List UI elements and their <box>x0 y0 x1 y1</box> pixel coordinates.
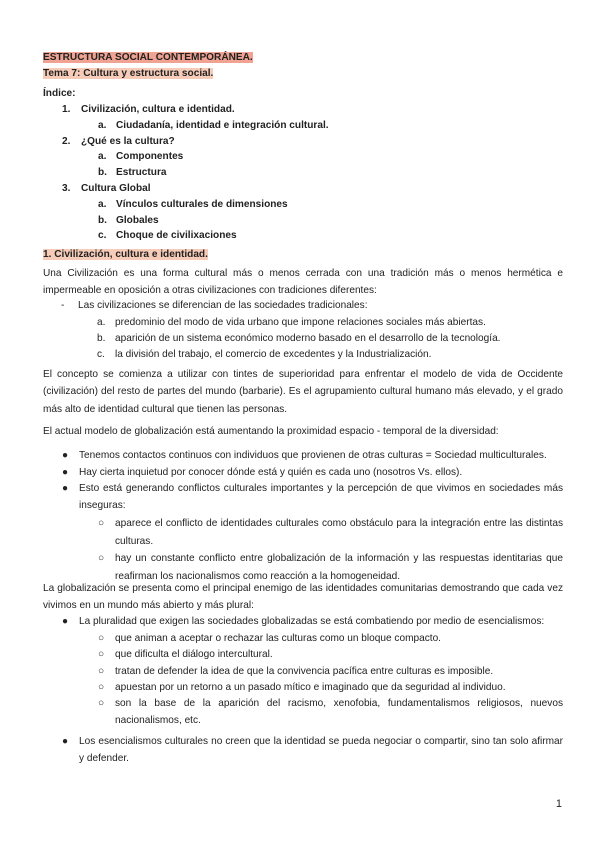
paragraph-concept: El concepto se comienza a utilizar con tintes de superioridad para enfrentar el modelo de vida de Occidente (civilización) del resto de partes del mundo (barbarie). Es el agrupamiento cultural humano más elevado, y el grado más alto de identidad cultural que tienen las personas. <box>43 369 563 415</box>
sub-bullet-item: ○ hay un constante conflicto entre globalización de la información y las respuestas identitarias que reafirman los nacionalismos como reacción a la homogeneidad. <box>62 550 563 585</box>
document-title: ESTRUCTURA SOCIAL CONTEMPORÁNEA. <box>43 52 253 63</box>
sub-bullet-item: ○ aparece el conflicto de identidades culturales como obstáculo para la integración entre las distintas culturas. <box>62 515 563 550</box>
bullet-item: ● Tenemos contactos continuos con individuos que provienen de otras culturas = Sociedad multiculturales. <box>62 450 547 461</box>
dash-marker: - <box>61 300 65 311</box>
paragraph-globalization-model: El actual modelo de globalización está aumentando la proximidad espacio - temporal de la diversidad: <box>43 426 499 437</box>
bullet-marker: ● <box>62 735 69 747</box>
index-subitem-3c: c. Choque de civilixaciones <box>98 230 237 241</box>
dash-subitem-c: c. la división del trabajo, el comercio de excedentes y la Industrialización. <box>97 349 432 360</box>
index-item-1: 1. Civilización, cultura e identidad. <box>62 104 235 115</box>
bullet-marker: ● <box>62 450 69 461</box>
page-number: 1 <box>555 798 562 810</box>
bullet-marker: ● <box>62 616 69 627</box>
bullet-item: ● Los esencialismos culturales no creen que la identidad se pueda negociar o compartir, sino tan solo afirmar y defender. <box>62 733 563 768</box>
bullet-list-1 <box>62 448 563 585</box>
bullet-item: ● Hay cierta inquietud por conocer dónde está y quién es cada uno (nosotros Vs. ellos). <box>62 466 463 478</box>
document-subtitle: Tema 7: Cultura y estructura social. <box>43 68 214 79</box>
bullet-list-2 <box>62 614 563 768</box>
index-subitem-3b: b. Globales <box>98 215 159 226</box>
sub-bullet-item: ○ son la base de la aparición del racismo, xenofobia, fundamentalismos religiosos, nuevos nacionalismos, etc. <box>62 695 563 730</box>
bullet-marker: ● <box>62 482 69 494</box>
sub-bullet-item: ○ tratan de defender la idea de que la convivencia pacífica entre culturas es imposible. <box>98 665 494 677</box>
sub-bullet-marker: ○ <box>98 553 105 565</box>
bullet-item: ● La pluralidad que exigen las sociedades globalizadas se está combatiendo por medio de esencialismos: <box>62 616 545 627</box>
dash-list-item: - Las civilizaciones se diferencian de las sociedades tradicionales: <box>61 298 368 314</box>
index-subitem-2a: a. Componentes <box>98 151 184 162</box>
dash-subitem-a: a. predominio del modo de vida urbano que impone relaciones sociales más abiertas. <box>97 317 486 328</box>
index-item-3: 3. Cultura Global <box>62 183 151 194</box>
section-heading: 1. Civilización, cultura e identidad. <box>43 249 208 260</box>
bullet-item: ● Esto está generando conflictos culturales importantes y la percepción de que vivimos en sociedades más inseguras: <box>62 480 563 515</box>
index-subitem-3a: a. Vínculos culturales de dimensiones <box>98 199 288 210</box>
index-subitem-2b: b. Estructura <box>98 167 167 178</box>
paragraph-globalization-enemy: La globalización se presenta como el principal enemigo de las identidades comunitarias demostrando que cada vez vivimos en un mundo más abierto y más plural: <box>43 583 563 612</box>
sub-bullet-marker: ○ <box>98 698 105 709</box>
dash-subitem-b: b. aparición de un sistema económico moderno basado en el desarrollo de la tecnología. <box>97 333 501 344</box>
sub-bullet-item: ○ que dificulta el diálogo intercultural. <box>98 649 273 660</box>
index-subitem-1a: a. Ciudadanía, identidad e integración cultural. <box>98 120 329 131</box>
sub-bullet-marker: ○ <box>98 682 105 693</box>
sub-bullet-item: ○ apuestan por un retorno a un pasado mítico e imaginado que da seguridad al individuo. <box>98 682 506 693</box>
sub-bullet-marker: ○ <box>98 632 105 644</box>
sub-bullet-item: ○ que animan a aceptar o rechazar las culturas como un bloque compacto. <box>98 632 441 644</box>
sub-bullet-marker: ○ <box>98 649 105 660</box>
bullet-marker: ● <box>62 466 69 478</box>
index-label: Índice: <box>43 88 76 99</box>
paragraph-civilization: Una Civilización es una forma cultural más o menos cerrada con una tradición más o menos hermética e impermeable en oposición a otras civilizaciones con tradiciones diferentes: <box>43 268 563 297</box>
index-item-2: 2. ¿Qué es la cultura? <box>62 136 175 147</box>
sub-bullet-marker: ○ <box>98 518 105 530</box>
sub-bullet-marker: ○ <box>98 665 105 677</box>
